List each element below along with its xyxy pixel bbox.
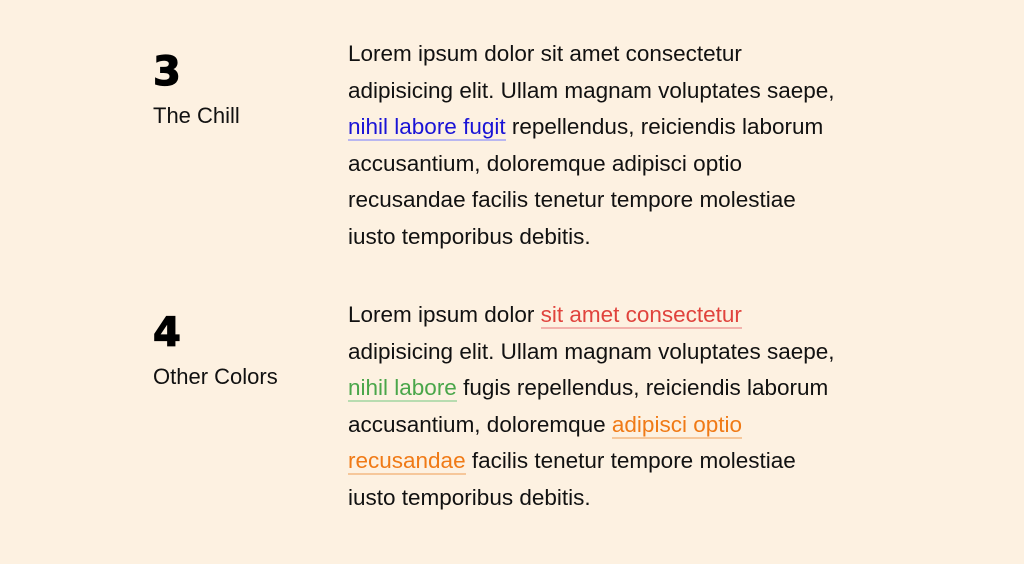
section-meta xyxy=(153,297,333,391)
section-meta xyxy=(153,36,333,130)
link-nihil-labore-fugit[interactable]: nihil labore fugit xyxy=(348,114,506,139)
section-title: The Chill xyxy=(153,103,240,128)
paragraph-text: adipisicing elit. Ullam magnam voluptates saepe, xyxy=(348,338,835,364)
section-title: Other Colors xyxy=(153,364,278,389)
section-number: 3 xyxy=(153,49,181,95)
section-paragraph xyxy=(348,297,848,516)
link-sit-amet-consectetur[interactable]: sit amet consectetur xyxy=(540,302,742,327)
paragraph-text: Lorem ipsum dolor xyxy=(348,302,541,327)
section-paragraph xyxy=(348,36,848,255)
paragraph-text: repellendus, reiciendis laborum accusantium, doloremque adipisci optio recusandae facilis tenetur tempore molestiae iusto temporibus debitis. xyxy=(348,114,824,249)
paragraph-text: Lorem ipsum dolor sit amet consectetur adipisicing elit. Ullam magnam voluptates saepe, xyxy=(348,41,835,103)
link-nihil-labore[interactable]: nihil labore xyxy=(348,375,457,400)
link-adipisci-optio-recusandae[interactable]: adipisci optio recusandae xyxy=(348,411,742,473)
section-number: 4 xyxy=(153,310,181,356)
paragraph-text: facilis tenetur tempore molestiae iusto temporibus debitis. xyxy=(348,448,796,510)
paragraph-text: fugis repellendus, reiciendis laborum accusantium, doloremque xyxy=(348,375,829,437)
